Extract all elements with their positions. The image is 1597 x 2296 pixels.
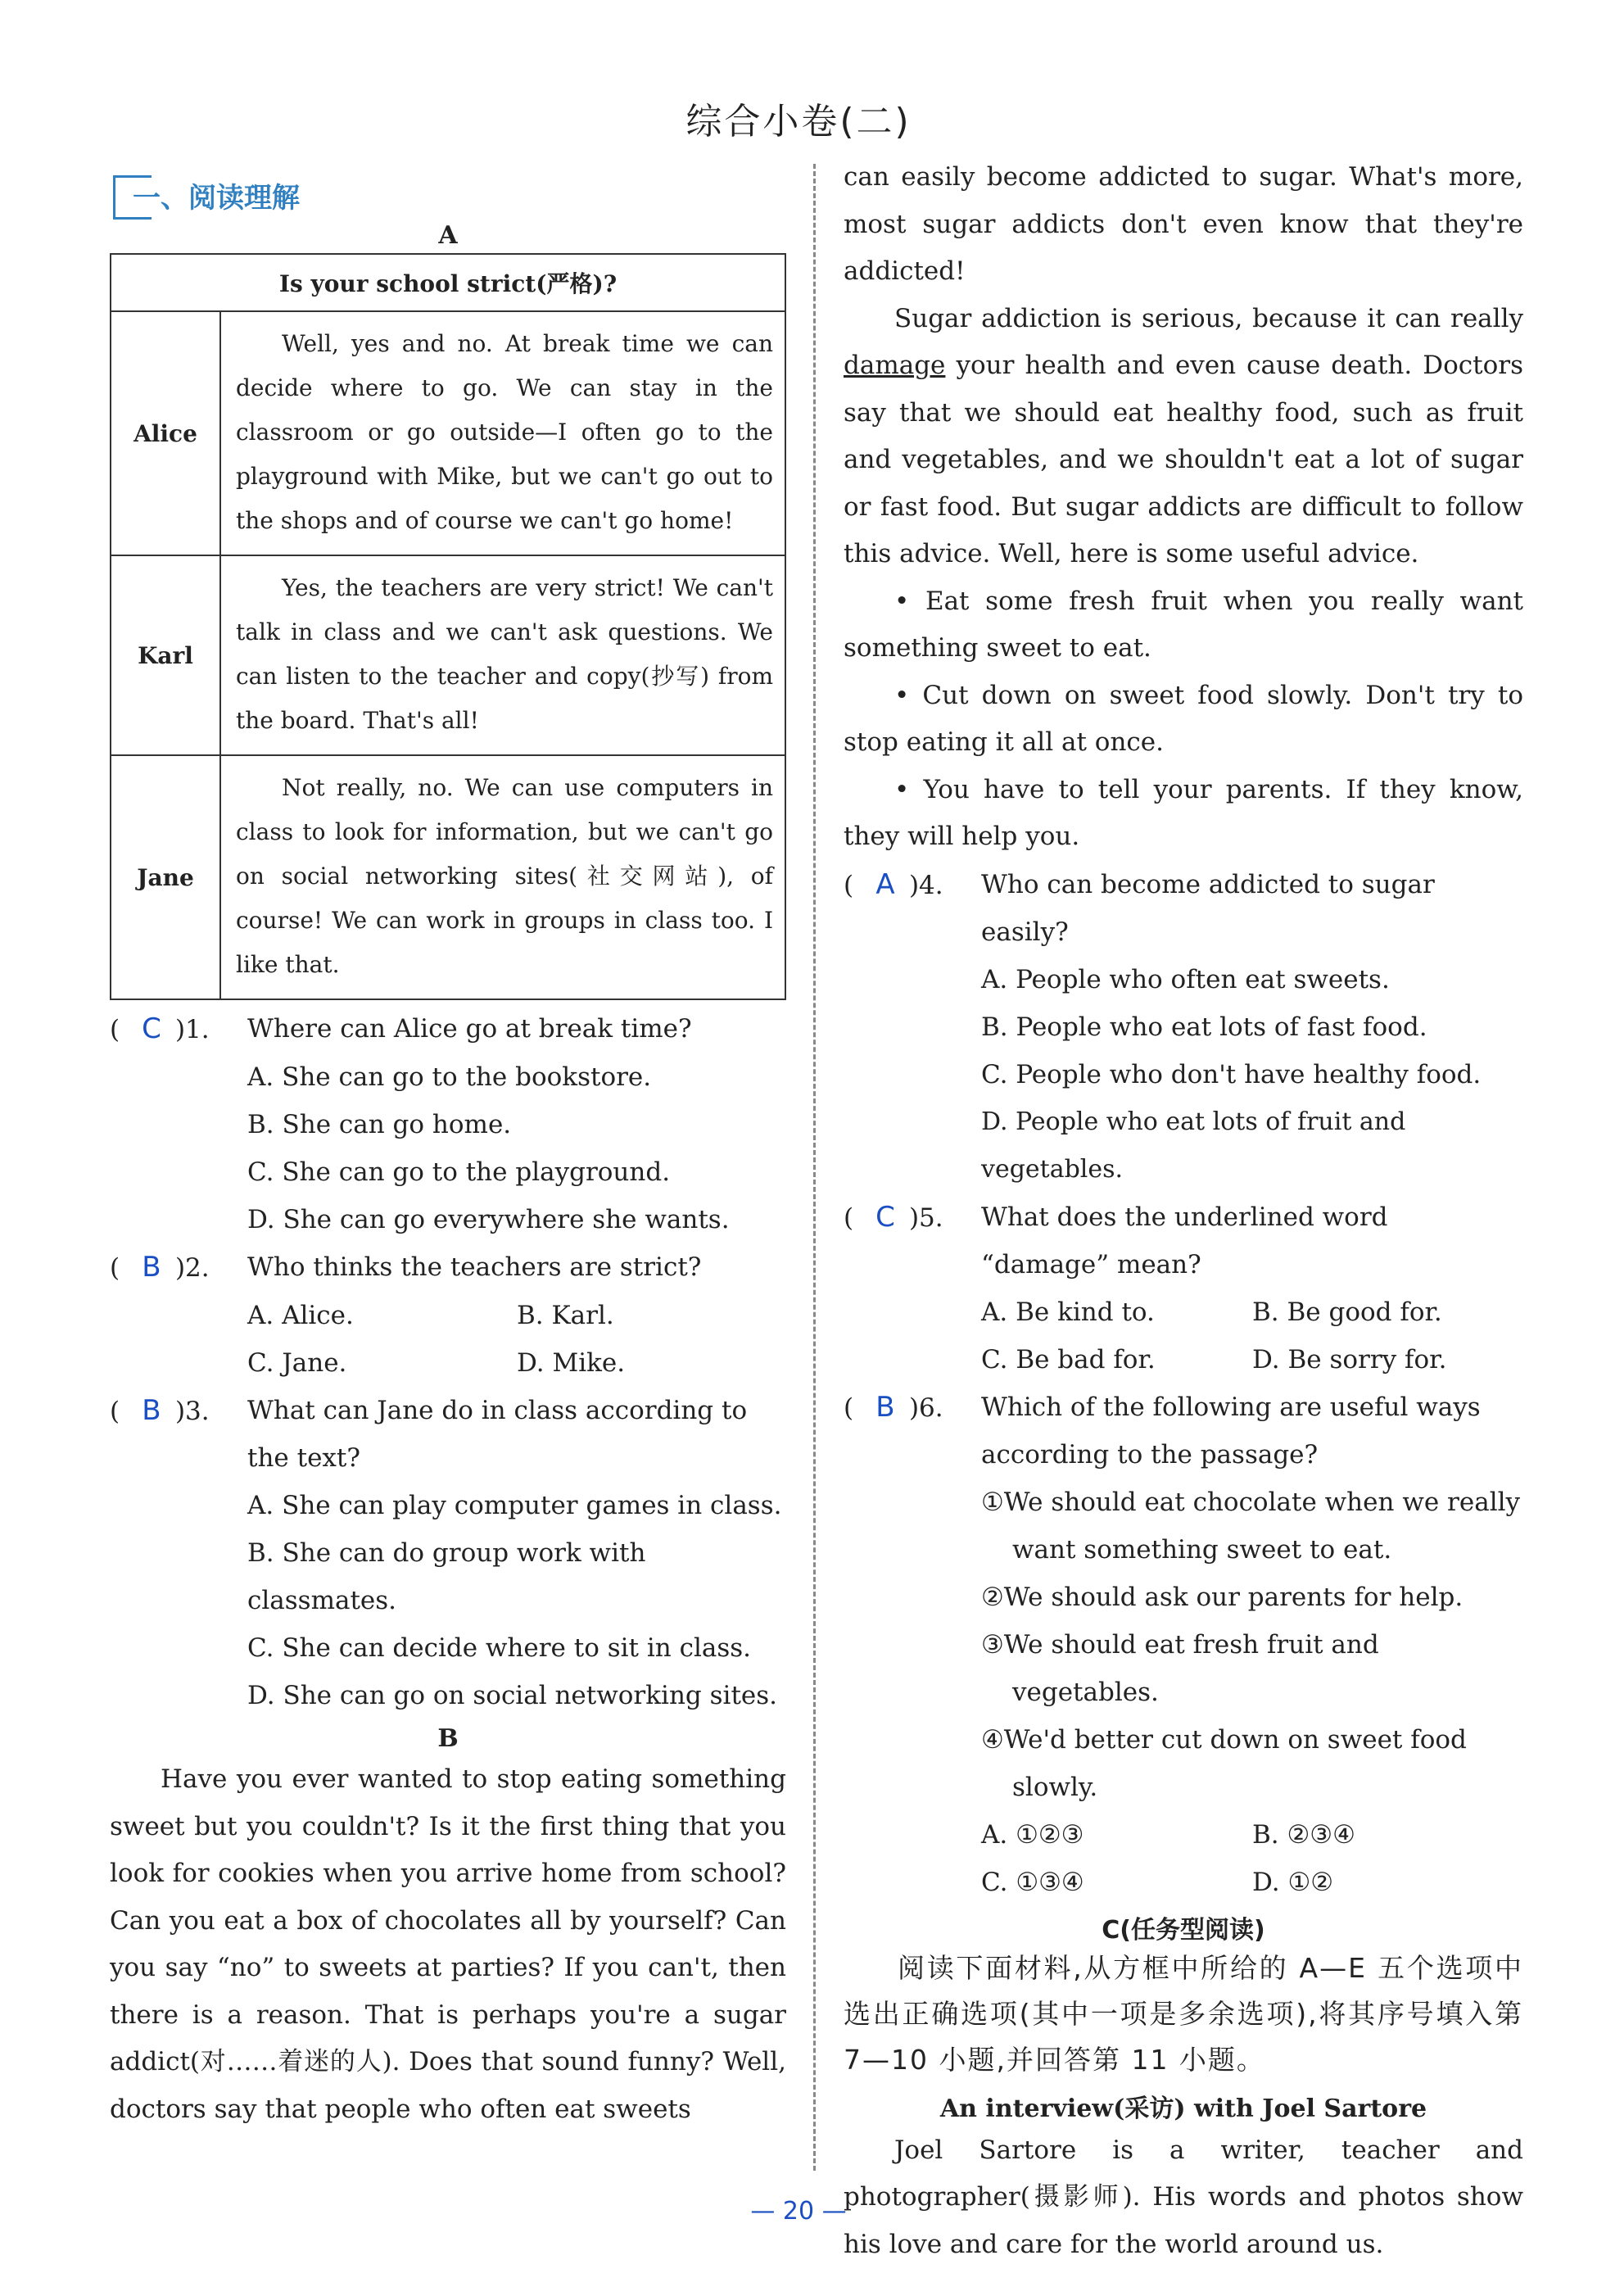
- section-heading: [110, 164, 786, 221]
- statement: ①We should eat chocolate when we really: [981, 1487, 1521, 1517]
- right-column: [844, 154, 1523, 2268]
- question-stem: Where can Alice go at break time?: [247, 1014, 692, 1044]
- question-2: ( B )2. Who thinks the teachers are strict? A. Alice. B. Karl. C. Jane. D. Mike.: [110, 1243, 786, 1387]
- left-column: [110, 164, 786, 2133]
- option: D. Mike.: [517, 1348, 626, 1378]
- part-b-heading: B: [437, 1724, 459, 1753]
- table-row-name: Alice: [111, 311, 220, 555]
- option: C. Jane.: [247, 1348, 347, 1378]
- column-divider: [813, 164, 816, 2171]
- option: D. Be sorry for.: [1252, 1344, 1447, 1374]
- option: A. She can play computer games in class.: [247, 1491, 782, 1520]
- option: B. She can do group work with classmates.: [247, 1538, 646, 1615]
- survey-table: [110, 253, 786, 1000]
- advice-item: • Eat some fresh fruit when you really want something sweet to eat.: [844, 586, 1523, 663]
- question-stem: Who thinks the teachers are strict?: [247, 1252, 702, 1282]
- part-a-heading: A: [438, 221, 458, 250]
- option: B. She can go home.: [247, 1110, 512, 1139]
- interview-title: An interview(采访) with Joel Sartore: [939, 2094, 1427, 2123]
- option: D. ①②: [1252, 1867, 1334, 1897]
- question-stem: Who can become addicted to sugar easily?: [981, 869, 1435, 947]
- table-row-text: Well, yes and no. At break time we can decide where to go. We can stay in the classroom or go outside—I often go to the playground with Mike, but we can't go out to the shops and of course we can't go home!: [220, 311, 785, 555]
- page-number: — 20 —: [750, 2197, 847, 2226]
- option: C. Be bad for.: [981, 1344, 1156, 1374]
- question-6: ( B )6. Which of the following are useful ways according to the passage? ①We should eat chocolate when we really want something sweet to eat. ②We should ask our parents for help. ③We should eat fresh fruit and vegetables. ④We'd better cut down on sweet food slowly. A. ①②③ B. ②③④ C. ①③④ D. ①②: [844, 1383, 1523, 1906]
- part-c-heading: C(任务型阅读): [1102, 1915, 1265, 1945]
- statement: ③We should eat fresh fruit and: [981, 1629, 1379, 1660]
- option: B. People who eat lots of fast food.: [981, 1012, 1427, 1042]
- table-row-name: Jane: [111, 755, 220, 999]
- option: B. Be good for.: [1252, 1297, 1442, 1327]
- question-5: ( C )5. What does the underlined word “damage” mean? A. Be kind to. B. Be good for. C. Be bad for. D. Be sorry for.: [844, 1193, 1523, 1383]
- table-row-text: Not really, no. We can use computers in class to look for information, but we can't go on social networking sites(社交网站), of course! We can work in groups in class too. I like that.: [220, 755, 785, 999]
- option: B. Karl.: [517, 1301, 614, 1330]
- table-row-name: Karl: [111, 555, 220, 755]
- answer-mark: B: [142, 1394, 161, 1427]
- question-stem: What can Jane do in class according to the text?: [247, 1396, 748, 1473]
- passage-paragraph: Joel Sartore is a writer, teacher and photographer(摄影师). His words and photos show his love and care for the world around us.: [844, 2135, 1523, 2259]
- question-stem: Which of the following are useful ways according to the passage?: [981, 1392, 1481, 1470]
- option: C. ①③④: [981, 1867, 1084, 1897]
- answer-mark: B: [142, 1251, 161, 1284]
- statement-cont: slowly.: [1012, 1772, 1098, 1802]
- underlined-word: damage: [844, 351, 946, 380]
- passage-paragraph: Have you ever wanted to stop eating something sweet but you couldn't? Is it the first thing that you look for cookies when you arrive home from school? Can you eat a box of chocolates all by yourself? Can you say “no” to sweets at parties? If you can't, then there is a reason. That is perhaps you're a sugar addict(对……着迷的人). Does that sound funny? Well, doctors say that people who often eat sweets: [110, 1764, 786, 2124]
- option: D. She can go everywhere she wants.: [247, 1205, 730, 1234]
- option: D. She can go on social networking sites.: [247, 1681, 778, 1710]
- option: C. People who don't have healthy food.: [981, 1059, 1482, 1089]
- option: D. People who eat lots of fruit and vegetables.: [981, 1107, 1406, 1184]
- answer-mark: C: [875, 1200, 895, 1234]
- table-row-text: Yes, the teachers are very strict! We can't talk in class and we can't ask questions. We can listen to the teacher and copy(抄写) from the board. That's all!: [220, 555, 785, 755]
- statement: ②We should ask our parents for help.: [981, 1582, 1464, 1612]
- page-title: 综合小卷(二): [685, 101, 912, 143]
- option: C. She can go to the playground.: [247, 1157, 671, 1187]
- answer-mark: A: [875, 867, 895, 901]
- question-3: ( B )3. What can Jane do in class according to the text? A. She can play computer games in class. B. She can do group work with classmates. C. She can decide where to sit in class. D. She can go on social networking sites.: [110, 1387, 786, 1719]
- passage-paragraph: Sugar addiction is serious, because it can really damage your health and even cause death. Doctors say that we should eat healthy food, such as fruit and vegetables, and we shouldn't eat a lot of sugar or fast food. But sugar addicts are difficult to follow this advice. Well, here is some useful advice.: [844, 303, 1523, 568]
- question-stem: What does the underlined word “damage” mean?: [981, 1202, 1388, 1279]
- answer-mark: C: [142, 1012, 161, 1045]
- option: C. She can decide where to sit in class.: [247, 1633, 752, 1663]
- question-1: ( C )1. Where can Alice go at break time? A. She can go to the bookstore. B. She can go home. C. She can go to the playground. D. She can go everywhere she wants.: [110, 1005, 786, 1243]
- option: A. Be kind to.: [981, 1297, 1155, 1327]
- statement-cont: vegetables.: [1012, 1677, 1159, 1707]
- advice-item: • You have to tell your parents. If they know, they will help you.: [844, 774, 1523, 851]
- question-4: ( A )4. Who can become addicted to sugar easily? A. People who often eat sweets. B. People who eat lots of fast food. C. People who don't have healthy food. D. People who eat lots of fruit and vegetables.: [844, 861, 1523, 1193]
- advice-item: • Cut down on sweet food slowly. Don't try to stop eating it all at once.: [844, 680, 1523, 757]
- option: B. ②③④: [1252, 1819, 1355, 1850]
- statement-cont: want something sweet to eat.: [1012, 1534, 1392, 1565]
- table-title: Is your school strict(严格)?: [111, 254, 785, 311]
- option: A. She can go to the bookstore.: [247, 1062, 652, 1092]
- option: A. People who often eat sweets.: [981, 964, 1390, 994]
- section-label: 一、阅读理解: [133, 182, 300, 215]
- instruction-text: 阅读下面材料,从方框中所给的 A—E 五个选项中选出正确选项(其中一项是多余选项),将其序号填入第 7—10 小题,并回答第 11 小题。: [844, 1951, 1523, 2076]
- passage-paragraph: can easily become addicted to sugar. What's more, most sugar addicts don't even know that they're addicted!: [844, 162, 1523, 286]
- answer-mark: B: [875, 1390, 895, 1424]
- option: A. ①②③: [981, 1819, 1084, 1850]
- option: A. Alice.: [247, 1301, 354, 1330]
- statement: ④We'd better cut down on sweet food: [981, 1724, 1467, 1755]
